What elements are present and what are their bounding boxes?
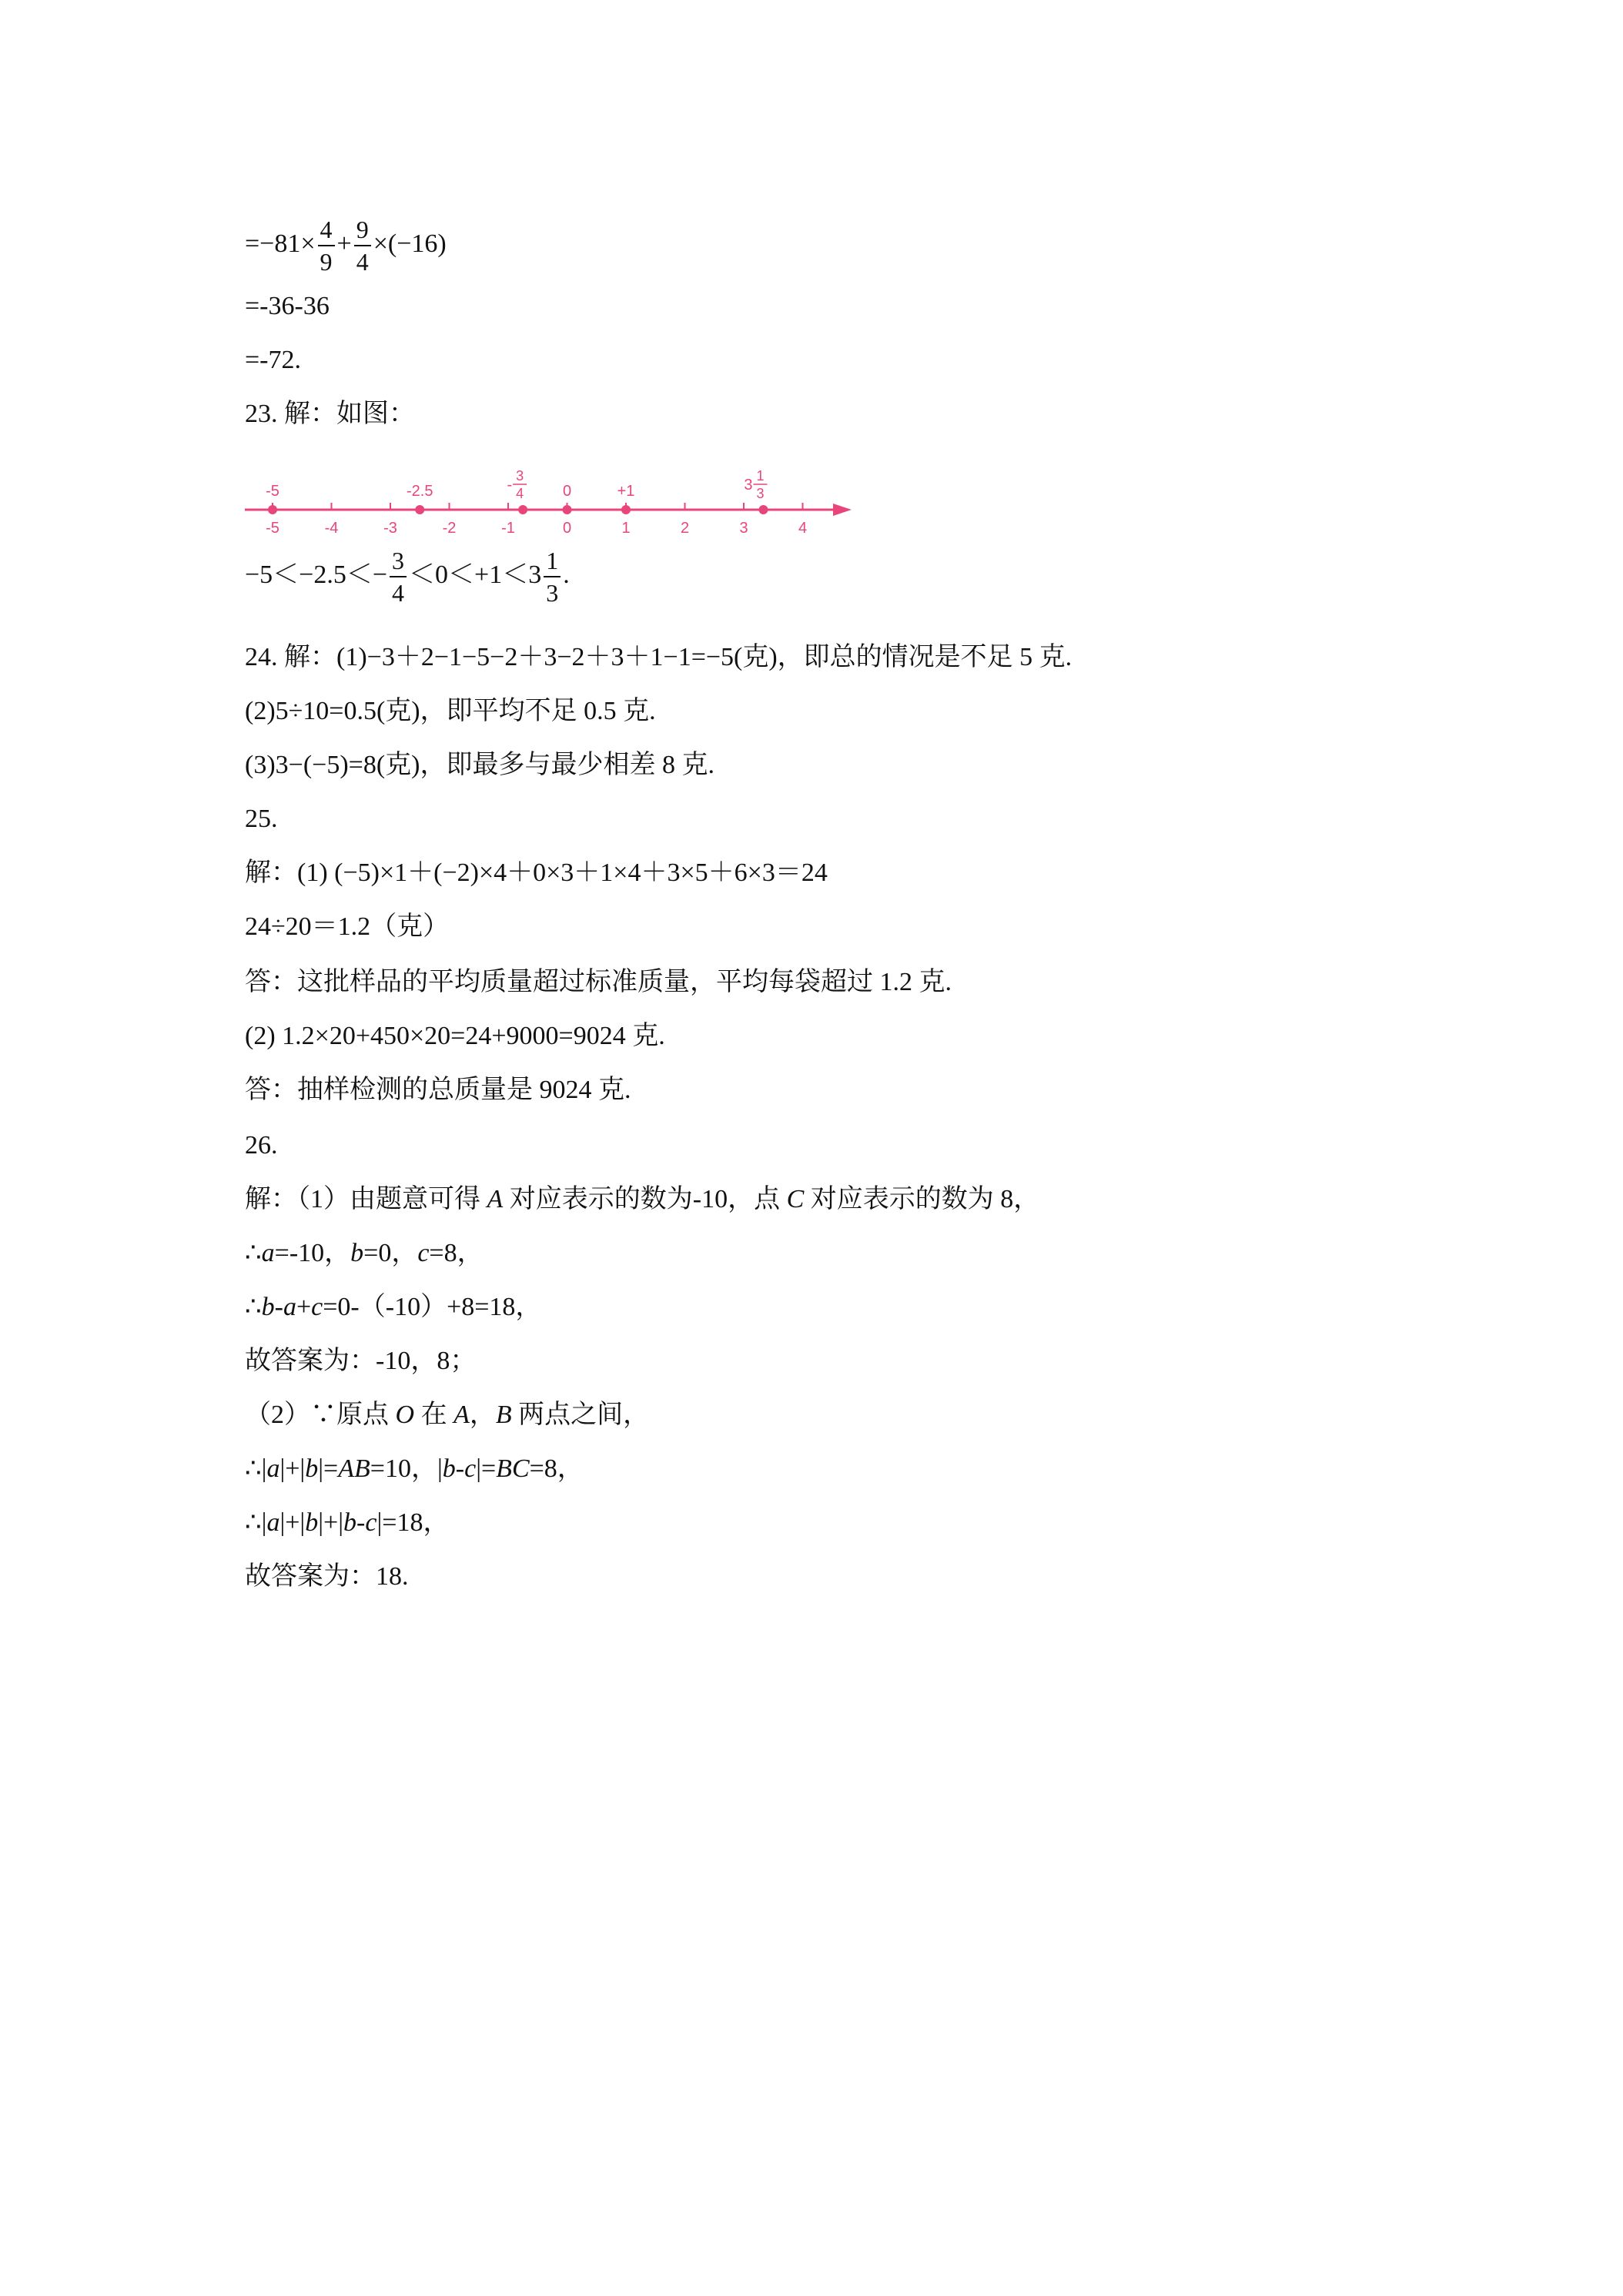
point-marker: [758, 505, 768, 514]
tick-label: 3: [739, 520, 748, 537]
point-marker: [518, 505, 527, 514]
fraction: $\frac{4}{9}$: [318, 217, 335, 274]
question-26-expression: ∴b-a+c=0-（-10）+8=18，: [245, 1293, 542, 1321]
tick-label: -4: [324, 520, 339, 537]
tick-label: -1: [501, 520, 515, 537]
point-label: 3: [744, 477, 753, 494]
tick-label: 0: [562, 520, 572, 537]
point-label: 0: [562, 483, 572, 500]
tick-label: 2: [680, 520, 690, 537]
tick-label: 1: [621, 520, 631, 537]
question-24-part-3: (3)3−(−5)=8(克)，即最多与最少相差 8 克.: [245, 751, 714, 779]
question-24-part-2: (2)5÷10=0.5(克)，即平均不足 0.5 克.: [245, 697, 656, 725]
point-marker: [621, 505, 631, 514]
question-26-answer-1: 故答案为：-10，8；: [245, 1347, 477, 1375]
equation-line-1: =−81× $\frac{4}{9}$ + $\frac{9}{4}$ ×(−16): [245, 216, 447, 276]
question-26-values: ∴a=-10，b=0，c=8，: [245, 1239, 484, 1267]
expr-text: =−81×: [245, 229, 316, 258]
point-marker: [268, 505, 277, 514]
point-label-denominator: 4: [516, 486, 524, 501]
axis-arrow-icon: [833, 504, 852, 516]
equation-line-2: =-36-36: [245, 292, 330, 320]
point-marker: [563, 505, 572, 514]
question-25-part-2: (2) 1.2×20+450×20=24+9000=9024 克.: [245, 1022, 665, 1050]
fraction: $\frac{9}{4}$: [354, 217, 371, 274]
point-label: -5: [266, 483, 279, 500]
point-label: +1: [617, 483, 635, 500]
question-26-part-2: （2）∵原点 O 在 A，B 两点之间，: [245, 1401, 650, 1429]
number-line-figure: [245, 470, 853, 554]
point-label-numerator: 3: [516, 470, 524, 484]
question-25-answer-2: 答：抽样检测的总质量是 9024 克.: [245, 1076, 631, 1104]
tick-label: 4: [798, 520, 808, 537]
point-label: -2.5: [407, 483, 433, 500]
tick-label: -2: [442, 520, 457, 537]
question-26-heading: 26.: [245, 1131, 278, 1160]
equation-line-3: =-72.: [245, 346, 301, 374]
question-25-division: 24÷20＝1.2（克）: [245, 912, 450, 941]
ordering-line: −5＜−2.5＜− $\frac{3}{4}$ ＜0＜+1＜3 $\frac{1}{3}$ .: [245, 547, 570, 607]
question-26-abs-2: ∴|a|+|b|+|b-c|=18，: [245, 1508, 450, 1537]
point-label: -: [507, 477, 513, 494]
question-26-answer-2: 故答案为：18.: [245, 1562, 409, 1591]
fraction: $\frac{3}{4}$: [390, 548, 407, 605]
point-marker: [415, 505, 424, 514]
question-26-part-1: 解：（1）由题意可得 A 对应表示的数为-10，点 C 对应表示的数为 8，: [245, 1185, 1040, 1213]
point-label-numerator: 1: [756, 470, 765, 484]
point-label-denominator: 3: [756, 486, 765, 501]
tick-label: -3: [383, 520, 397, 537]
question-26-abs-1: ∴|a|+|b|=AB=10，|b-c|=BC=8，: [245, 1454, 584, 1483]
mixed-fraction: $\frac{1}{3}$: [544, 548, 561, 605]
question-24-part-1: 24. 解：(1)−3＋2−1−5−2＋3−2＋3＋1−1=−5(克)，即总的情况是不足 5 克.: [245, 643, 1073, 671]
question-25-part-1: 解：(1) (−5)×1＋(−2)×4＋0×3＋1×4＋3×5＋6×3＝24: [245, 858, 828, 887]
question-25-heading: 25.: [245, 805, 278, 833]
question-25-answer-1: 答：这批样品的平均质量超过标准质量，平均每袋超过 1.2 克.: [245, 968, 952, 996]
tick-label: -5: [266, 520, 279, 537]
question-23-heading: 23. 解：如图：: [245, 400, 415, 428]
